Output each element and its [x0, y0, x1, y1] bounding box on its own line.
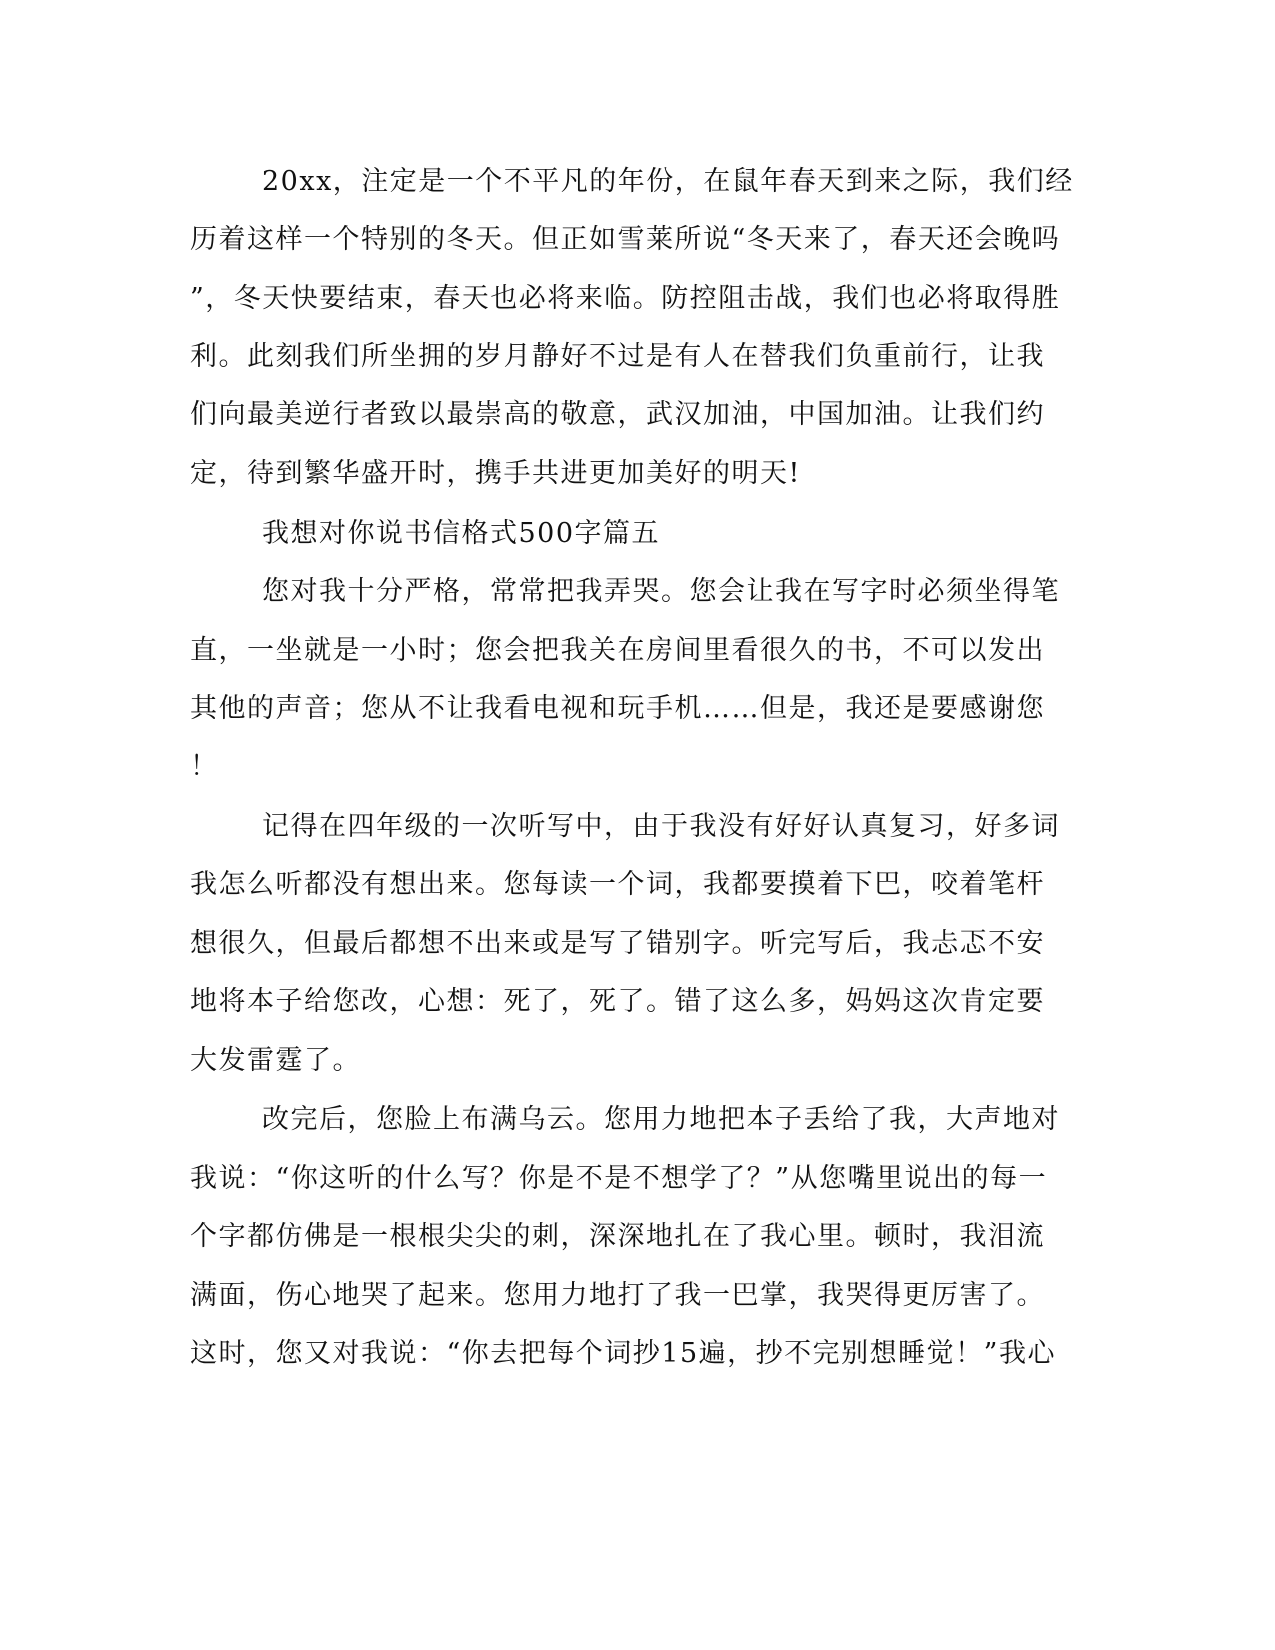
paragraph-4-line-1: 改完后，您脸上布满乌云。您用力地把本子丢给了我，大声地对 [262, 1104, 1060, 1135]
section-heading: 我想对你说书信格式500字篇五 [262, 518, 661, 549]
paragraph-3-line-5: 大发雷霆了。 [190, 1045, 361, 1076]
paragraph-1-line-2: 历着这样一个特别的冬天。但正如雪莱所说“冬天来了，春天还会晚吗 [190, 224, 1061, 255]
paragraph-3-line-3: 想很久，但最后都想不出来或是写了错别字。听完写后，我忐忑不安 [190, 928, 1045, 959]
paragraph-4-line-5: 这时，您又对我说：“你去把每个词抄15遍，抄不完别想睡觉！”我心 [190, 1338, 1056, 1369]
paragraph-1-line-6: 定，待到繁华盛开时，携手共进更加美好的明天! [190, 458, 801, 489]
paragraph-1-line-5: 们向最美逆行者致以最崇高的敬意，武汉加油，中国加油。让我们约 [190, 399, 1045, 430]
paragraph-4-line-3: 个字都仿佛是一根根尖尖的刺，深深地扎在了我心里。顿时，我泪流 [190, 1221, 1045, 1252]
paragraph-1-line-3: ”，冬天快要结束，春天也必将来临。防控阻击战，我们也必将取得胜 [190, 283, 1061, 314]
paragraph-2-line-3: 其他的声音；您从不让我看电视和玩手机……但是，我还是要感谢您 [190, 693, 1045, 724]
paragraph-2-line-4: ！ [190, 751, 219, 782]
paragraph-3-line-4: 地将本子给您改，心想：死了，死了。错了这么多，妈妈这次肯定要 [190, 986, 1045, 1017]
paragraph-1-line-1: 20xx，注定是一个不平凡的年份，在鼠年春天到来之际，我们经 [262, 166, 1074, 197]
paragraph-2-line-2: 直，一坐就是一小时；您会把我关在房间里看很久的书，不可以发出 [190, 635, 1045, 666]
paragraph-1-line-4: 利。此刻我们所坐拥的岁月静好不过是有人在替我们负重前行，让我 [190, 341, 1045, 372]
paragraph-3-line-2: 我怎么听都没有想出来。您每读一个词，我都要摸着下巴，咬着笔杆 [190, 869, 1045, 900]
paragraph-4-line-4: 满面，伤心地哭了起来。您用力地打了我一巴掌，我哭得更厉害了。 [190, 1280, 1045, 1311]
paragraph-2-line-1: 您对我十分严格，常常把我弄哭。您会让我在写字时必须坐得笔 [262, 576, 1060, 607]
paragraph-3-line-1: 记得在四年级的一次听写中，由于我没有好好认真复习，好多词 [262, 811, 1060, 842]
paragraph-4-line-2: 我说：“你这听的什么写？你是不是不想学了？”从您嘴里说出的每一 [190, 1163, 1048, 1194]
